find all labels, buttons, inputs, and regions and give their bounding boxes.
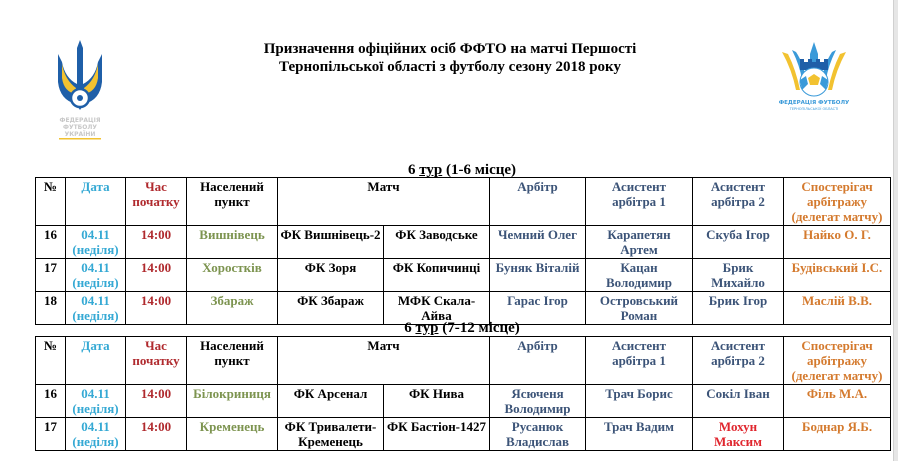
section-title-underlined: тур [419, 162, 443, 178]
cell-team-away: ФК Копичинці [384, 259, 490, 292]
header-num [36, 178, 66, 226]
cell-text: Асистент [710, 338, 766, 353]
cell-date [66, 385, 126, 418]
cell-text: Матч [367, 179, 400, 194]
section-title-prefix: 6 [404, 320, 416, 336]
title-line-2: Тернопільської області з футболу сезону 2018 року [279, 59, 621, 75]
cell-text: Спостерігач [801, 179, 873, 194]
cell-text: арбітра 2 [711, 353, 765, 368]
header-time [126, 178, 187, 226]
cell-text: Населений [200, 338, 264, 353]
cell-text: Час [145, 338, 167, 353]
cell-team-home: ФК Вишнівець-2 [278, 226, 384, 259]
cell-text: № [43, 179, 58, 194]
cell-assistant-1: Трач Вадим [586, 418, 693, 451]
cell-assistant-1: Карапетян Артем [586, 226, 693, 259]
cell-text: Асистент [611, 338, 667, 353]
cell-team-home: ФК Тривалети-Кременець [278, 418, 384, 451]
header-row [36, 178, 891, 226]
cell-text: арбітра 1 [612, 353, 666, 368]
cell-referee: Русанюк Владислав [490, 418, 586, 451]
cell-text: 04.11 [81, 260, 110, 275]
table-row [36, 418, 891, 451]
cell-num: 16 [36, 385, 66, 418]
cell-assistant-2: Скуба Ігор [693, 226, 784, 259]
cell-referee: Гарас Ігор [490, 292, 586, 325]
cell-observer: Філь М.А. [784, 385, 891, 418]
cell-referee: Чемний Олег [490, 226, 586, 259]
svg-text:ФУТБОЛУ: ФУТБОЛУ [63, 124, 97, 131]
cell-referee: Буняк Віталій [490, 259, 586, 292]
cell-place: Вишнівець [187, 226, 278, 259]
cell-time: 14:00 [126, 226, 187, 259]
cell-time: 14:00 [126, 259, 187, 292]
cell-text: (неділя) [72, 242, 119, 257]
header-date [66, 337, 126, 385]
cell-text: Час [145, 179, 167, 194]
cell-text: початку [132, 353, 180, 368]
cell-num: 17 [36, 259, 66, 292]
cell-text: 04.11 [81, 227, 110, 242]
cell-text: (неділя) [72, 275, 119, 290]
svg-text:ФЕДЕРАЦІЯ: ФЕДЕРАЦІЯ [59, 117, 101, 124]
cell-text: (неділя) [72, 434, 119, 449]
cell-assistant-2: Сокіл Іван [693, 385, 784, 418]
cell-text: арбітра 1 [612, 194, 666, 209]
cell-text: (делегат матчу) [791, 368, 883, 383]
cell-place: Збараж [187, 292, 278, 325]
header-match [278, 337, 490, 385]
cell-assistant-2: Брик Ігор [693, 292, 784, 325]
cell-observer: Найко О. Г. [784, 226, 891, 259]
header-place [187, 337, 278, 385]
cell-assistant-1: Кацан Володимир [586, 259, 693, 292]
ffu-logo [50, 38, 110, 140]
header-num [36, 337, 66, 385]
header-row [36, 337, 891, 385]
svg-text:ТЕРНОПІЛЬСЬКОЇ ОБЛАСТІ: ТЕРНОПІЛЬСЬКОЇ ОБЛАСТІ [789, 107, 839, 111]
cell-text: пункт [214, 353, 250, 368]
cell-text: 04.11 [81, 386, 110, 401]
cell-text: 04.11 [81, 419, 110, 434]
cell-num: 16 [36, 226, 66, 259]
vertical-scrollbar[interactable] [893, 0, 898, 461]
svg-text:ФЕДЕРАЦІЯ ФУТБОЛУ: ФЕДЕРАЦІЯ ФУТБОЛУ [778, 100, 850, 106]
cell-text: Арбітр [517, 338, 558, 353]
cell-date [66, 226, 126, 259]
cell-time: 14:00 [126, 418, 187, 451]
fft-logo [778, 40, 850, 114]
header-assistant-2 [693, 178, 784, 226]
section-title-7-12 [35, 320, 889, 336]
cell-place: Кременець [187, 418, 278, 451]
cell-team-home: ФК Зоря [278, 259, 384, 292]
cell-text: Дата [81, 338, 110, 353]
cell-text: 04.11 [81, 293, 110, 308]
cell-text: Населений [200, 179, 264, 194]
cell-text: арбітражу [806, 194, 868, 209]
cell-text: Асистент [611, 179, 667, 194]
cell-text: Матч [367, 338, 400, 353]
cell-num: 18 [36, 292, 66, 325]
table-row [36, 226, 891, 259]
cell-team-home: ФК Збараж [278, 292, 384, 325]
cell-team-away: ФК Заводське [384, 226, 490, 259]
cell-assistant-1: Островський Роман [586, 292, 693, 325]
header-assistant-1 [586, 337, 693, 385]
table-row [36, 385, 891, 418]
cell-team-away: МФК Скала-Айва [384, 292, 490, 325]
title-line-1: Призначення офіційних осіб ФФТО на матчі Першості [263, 41, 637, 57]
cell-observer: Боднар Я.Б. [784, 418, 891, 451]
section-title-underlined: тур [415, 320, 439, 336]
cell-date [66, 418, 126, 451]
cell-date [66, 259, 126, 292]
header-referee [490, 178, 586, 226]
cell-text: арбітра 2 [711, 194, 765, 209]
header-assistant-2 [693, 337, 784, 385]
cell-text: (неділя) [72, 308, 119, 323]
cell-assistant-2: Мохун Максим [693, 418, 784, 451]
section-title-suffix: (7-12 місце) [438, 320, 520, 336]
cell-observer: Маслій В.В. [784, 292, 891, 325]
header-assistant-1 [586, 178, 693, 226]
header-date [66, 178, 126, 226]
document-title [210, 40, 690, 76]
cell-text: Дата [81, 179, 110, 194]
svg-text:УКРАЇНИ: УКРАЇНИ [64, 131, 96, 138]
cell-observer: Будівський І.С. [784, 259, 891, 292]
cell-team-away: ФК Бастіон-1427 [384, 418, 490, 451]
section-title-1-6 [35, 162, 889, 178]
cell-time: 14:00 [126, 292, 187, 325]
cell-text: Арбітр [517, 179, 558, 194]
cell-team-home: ФК Арсенал [278, 385, 384, 418]
cell-place: Хоростків [187, 259, 278, 292]
cell-text: Спостерігач [801, 338, 873, 353]
cell-text: (неділя) [72, 401, 119, 416]
header-time [126, 337, 187, 385]
cell-text: (делегат матчу) [791, 209, 883, 224]
cell-text: пункт [214, 194, 250, 209]
cell-text: початку [132, 194, 180, 209]
cell-num: 17 [36, 418, 66, 451]
cell-text: Асистент [710, 179, 766, 194]
cell-referee: Ясюченя Володимир [490, 385, 586, 418]
cell-assistant-2: Брик Михайло [693, 259, 784, 292]
cell-place: Білокриниця [187, 385, 278, 418]
table-row [36, 259, 891, 292]
section-title-suffix: (1-6 місце) [442, 162, 517, 178]
section-title-prefix: 6 [407, 162, 420, 178]
header-observer [784, 337, 891, 385]
cell-assistant-1: Трач Борис [586, 385, 693, 418]
cell-team-away: ФК Нива [384, 385, 490, 418]
cell-time: 14:00 [126, 385, 187, 418]
schedule-table-1-6 [35, 177, 891, 325]
header-referee [490, 337, 586, 385]
cell-text: арбітражу [806, 353, 868, 368]
header-observer [784, 178, 891, 226]
header-match [278, 178, 490, 226]
schedule-table-7-12 [35, 336, 891, 451]
header-place [187, 178, 278, 226]
cell-text: № [43, 338, 58, 353]
